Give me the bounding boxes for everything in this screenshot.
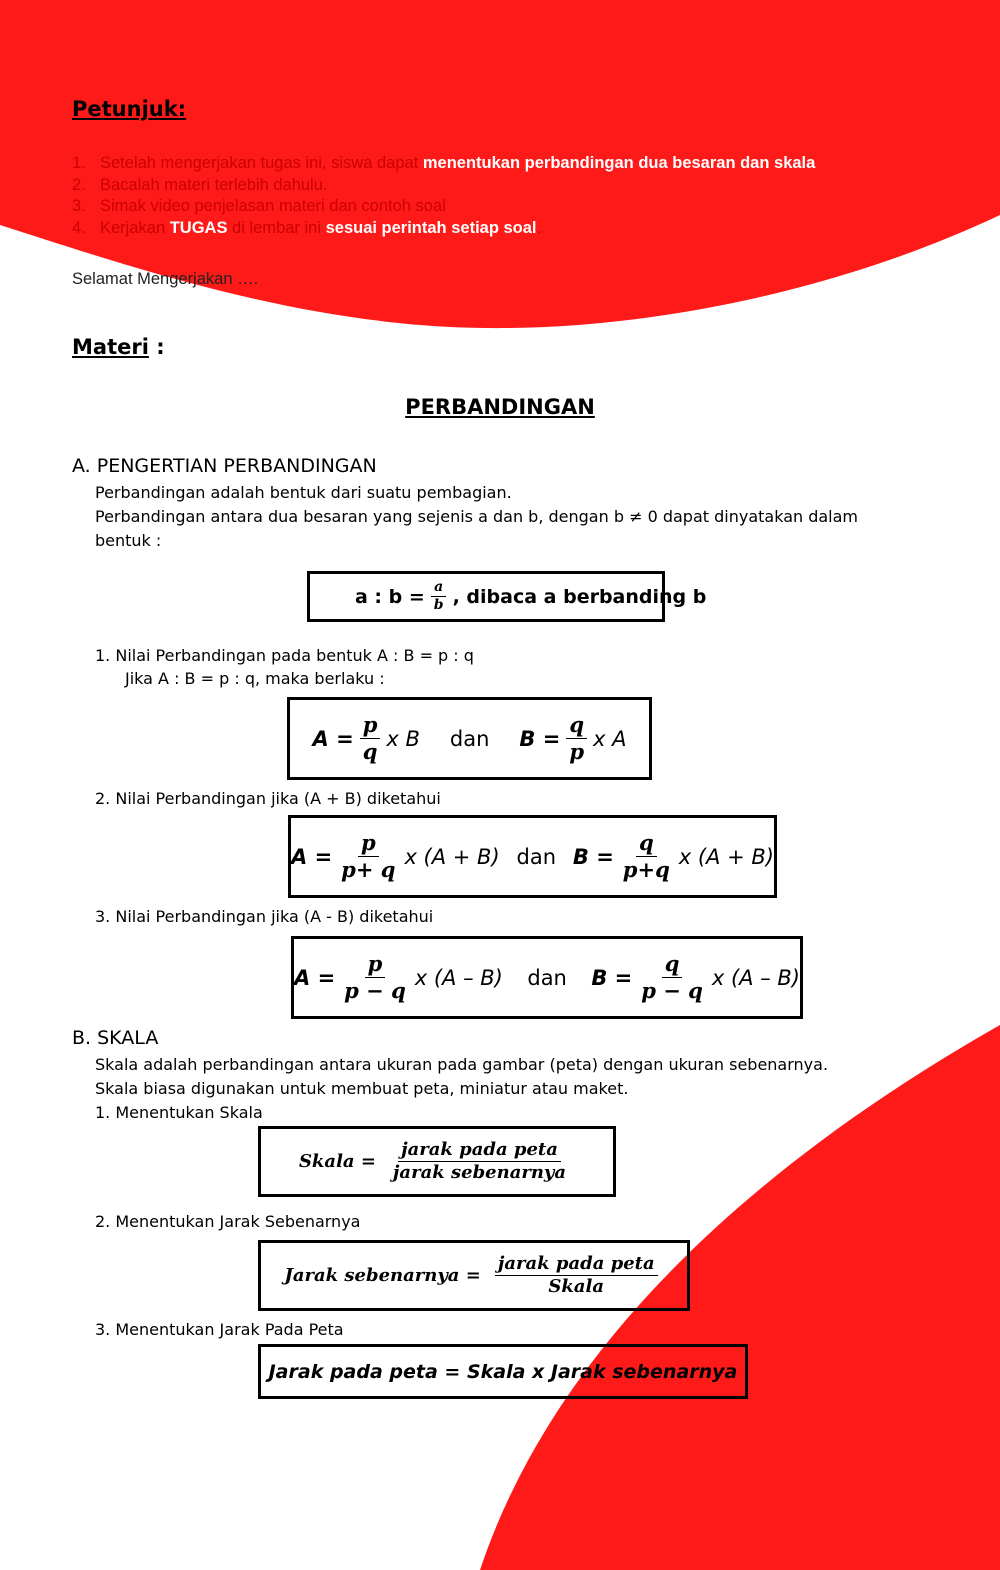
item-b2-title: 2. Menentukan Jarak Sebenarnya [95,1212,361,1231]
page-title: PERBANDINGAN [405,395,595,419]
instruction-list [72,153,972,239]
actual-distance-formula-box: Jarak sebenarnya = $\frac{\text{jarak pada peta}}{\text{Skala}}$ [258,1240,690,1311]
scale-formula-box: Skala = $\frac{\text{jarak pada peta}}{\text{jarak sebenarnya}}$ [258,1126,616,1197]
section-b-title: B. SKALA [72,1027,159,1049]
item-1-title: 1. Nilai Perbandingan pada bentuk A : B = p : q [95,646,474,665]
instruction-item: 4. Kerjakan TUGAS di lembar ini sesuai perintah setiap soal. [72,218,542,237]
petunjuk-heading: Petunjuk: [72,97,187,121]
item-3-title: 3. Nilai Perbandingan jika (A - B) diketahui [95,907,434,926]
definition-box: a : b = $\frac{a}{b}$ , dibaca a berbanding b [307,571,665,622]
materi-heading: Materi : [72,335,165,359]
instruction-item: 2. Bacalah materi terlebih dahulu. [72,175,328,194]
formula-box-3: A = $\frac{p}{p - q}$ x (A – B) dan B = $\frac{q}{p - q}$ x (A – B) [291,936,803,1019]
formula-box-1: A = $\frac{p}{q}$ x B dan B = $\frac{q}{p}$ x A [287,697,652,780]
instruction-item: 3. Simak video penjelasan materi dan contoh soal [72,197,446,215]
instruction-item: 1. Setelah mengerjakan tugas ini, siswa dapat menentukan perbandingan dua besaran dan skala [72,154,816,172]
item-2-title: 2. Nilai Perbandingan jika (A + B) diketahui [95,789,441,808]
formula-box-2: A = $\frac{p}{p+ q}$ x (A + B) dan B = $\frac{q}{p+q}$ x (A + B) [288,815,777,898]
item-1-subtitle: Jika A : B = p : q, maka berlaku : [125,669,385,688]
section-a-title: A. PENGERTIAN PERBANDINGAN [72,455,377,477]
section-b-paragraph: Skala adalah perbandingan antara ukuran pada gambar (peta) dengan ukuran sebenarnya. Skala biasa digunakan untuk membuat peta, miniatur atau maket. 1. Menentukan Skala [95,1055,829,1122]
greeting: Selamat Mengerjakan …. [72,270,259,288]
section-a-paragraph: Perbandingan adalah bentuk dari suatu pembagian. Perbandingan antara dua besaran yang sejenis a dan b, dengan b ≠ 0 dapat dinyatakan dalam bentuk : [95,483,859,550]
item-b3-title: 3. Menentukan Jarak Pada Peta [95,1320,344,1339]
map-distance-formula-box: Jarak pada peta = Skala x Jarak sebenarnya [258,1344,748,1399]
